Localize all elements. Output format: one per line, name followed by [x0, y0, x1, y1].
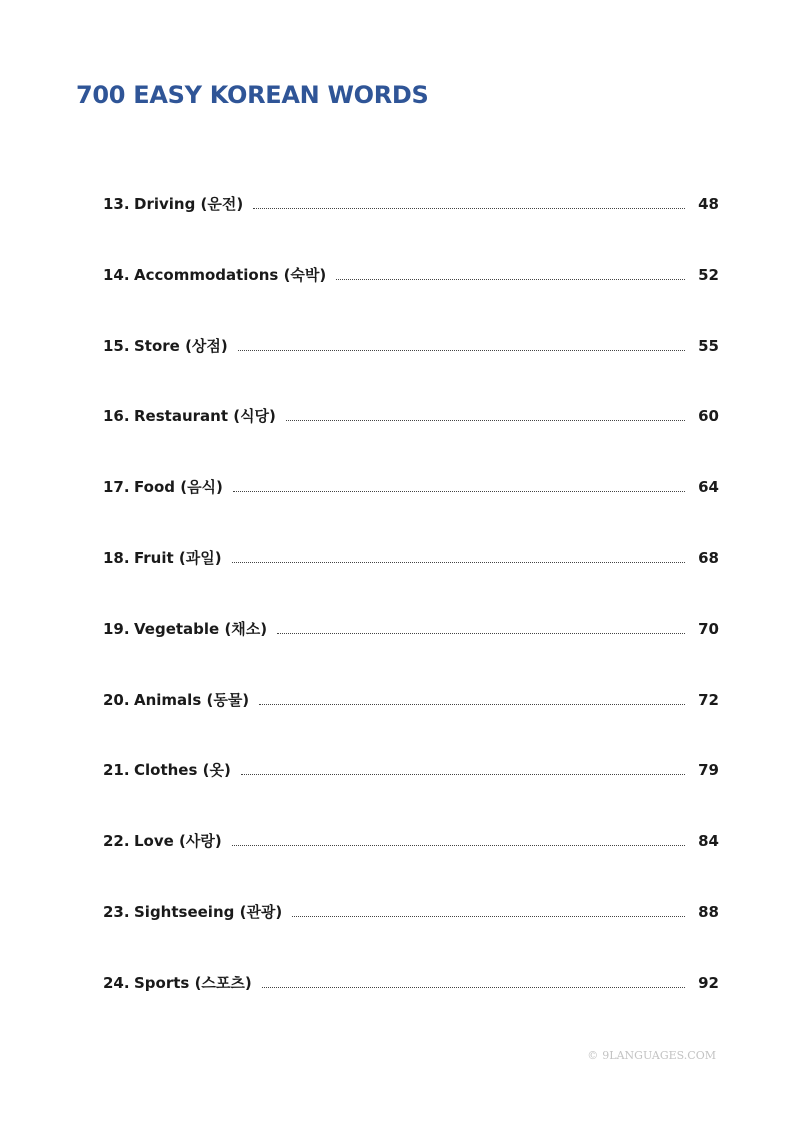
toc-dot-leader: [262, 987, 685, 988]
toc-entry-title: Vegetable (채소): [134, 619, 268, 638]
table-of-contents: [103, 187, 719, 1037]
toc-entry-number: 23.: [103, 902, 130, 921]
toc-entry-page: 72: [698, 690, 719, 709]
toc-entry-number: 15.: [103, 336, 130, 355]
footer-copyright: [587, 1049, 716, 1062]
toc-entry-number: 24.: [103, 973, 130, 992]
toc-entry-title: Accommodations (숙박): [134, 265, 327, 284]
toc-dot-leader: [259, 704, 685, 705]
toc-entry-title: Restaurant (식당): [134, 407, 276, 426]
toc-entry-title: Sightseeing (관광): [134, 902, 283, 921]
toc-entry[interactable]: [103, 258, 719, 329]
toc-entry-page: 60: [698, 407, 719, 426]
toc-entry-page: 52: [698, 265, 719, 284]
toc-entry-title: Love (사랑): [134, 832, 222, 851]
toc-entry-page: 68: [698, 548, 719, 567]
toc-entry-page: 48: [698, 195, 719, 213]
toc-entry[interactable]: [103, 612, 719, 683]
toc-dot-leader: [233, 491, 685, 492]
toc-entry[interactable]: [103, 399, 719, 470]
toc-entry-title: Driving (운전): [134, 195, 244, 213]
footer-site-name: 9LANGUAGES.COM: [602, 1049, 716, 1062]
page-title: 700 EASY KOREAN WORDS: [76, 81, 429, 109]
toc-entry-number: 16.: [103, 407, 130, 426]
toc-entry[interactable]: [103, 329, 719, 400]
toc-entry-title: Fruit (과일): [134, 548, 222, 567]
toc-entry[interactable]: [103, 541, 719, 612]
toc-entry-page: 55: [698, 336, 719, 355]
toc-entry-title: Clothes (옷): [134, 761, 231, 780]
toc-entry[interactable]: [103, 187, 719, 258]
toc-entry-number: 19.: [103, 619, 130, 638]
toc-entry[interactable]: [103, 753, 719, 824]
toc-dot-leader: [277, 633, 685, 634]
toc-entry-page: 84: [698, 832, 719, 851]
toc-dot-leader: [241, 774, 685, 775]
toc-entry-number: 18.: [103, 548, 130, 567]
toc-entry-page: 88: [698, 902, 719, 921]
toc-dot-leader: [286, 420, 685, 421]
toc-dot-leader: [292, 916, 685, 917]
toc-entry-number: 20.: [103, 690, 130, 709]
toc-entry-number: 17.: [103, 478, 130, 497]
toc-dot-leader: [232, 562, 685, 563]
toc-entry-page: 79: [698, 761, 719, 780]
toc-dot-leader: [232, 845, 685, 846]
toc-entry-title: Food (음식): [134, 478, 223, 497]
toc-entry-title: Sports (스포츠): [134, 973, 252, 992]
toc-entry[interactable]: [103, 683, 719, 754]
toc-entry-number: 14.: [103, 265, 130, 284]
toc-entry-title: Store (상점): [134, 336, 228, 355]
toc-entry-page: 92: [698, 973, 719, 992]
toc-entry-page: 64: [698, 478, 719, 497]
toc-entry-title: Animals (동물): [134, 690, 250, 709]
toc-entry-number: 21.: [103, 761, 130, 780]
toc-entry-page: 70: [698, 619, 719, 638]
toc-entry[interactable]: [103, 824, 719, 895]
toc-entry-number: 22.: [103, 832, 130, 851]
toc-dot-leader: [238, 350, 685, 351]
toc-entry-number: 13.: [103, 195, 130, 213]
toc-dot-leader: [336, 279, 685, 280]
toc-dot-leader: [253, 208, 685, 209]
toc-entry[interactable]: [103, 966, 719, 1037]
toc-entry[interactable]: [103, 470, 719, 541]
copyright-icon: ©: [587, 1049, 599, 1062]
toc-entry[interactable]: [103, 895, 719, 966]
